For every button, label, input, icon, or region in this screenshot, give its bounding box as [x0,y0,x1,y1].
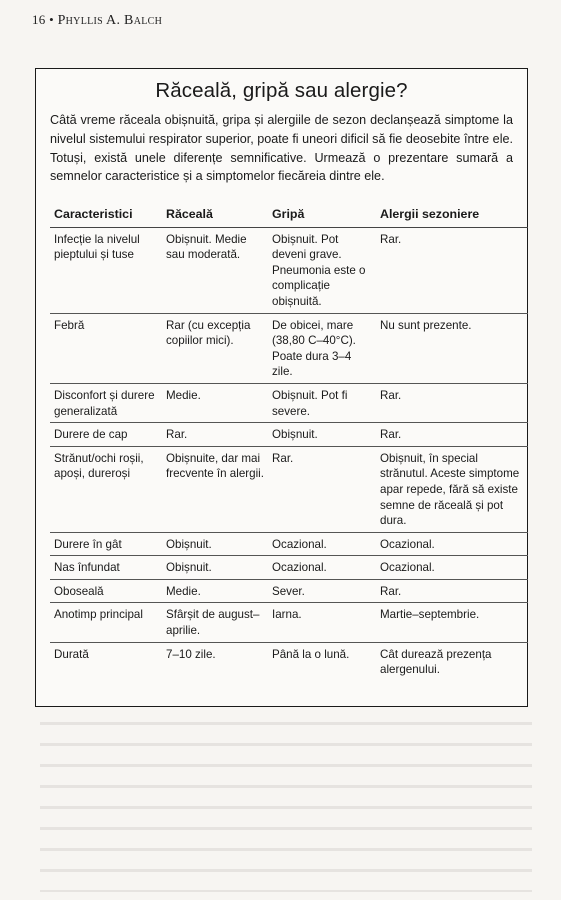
table-cell: Medie. [162,383,268,422]
table-cell: 7–10 zile. [166,647,216,661]
table-row [50,603,528,642]
column-header: Alergii sezoniere [376,201,528,227]
running-head [32,12,162,29]
table-row [50,642,528,681]
table-cell: Obișnuit. [162,556,268,580]
table-cell: Rar (cu excepția copiilor mici). [162,313,268,383]
table-cell: Medie. [162,579,268,603]
table-row [50,227,528,313]
table-cell: Rar. [376,227,528,313]
table-cell: De obicei, mare (38,80 C–40°C). Poate dura 3–4 zile. [268,313,376,383]
table-row [50,313,528,383]
table-cell: Obișnuit. Pot fi severe. [268,383,376,422]
author-name: Phyllis A. Balch [57,13,163,28]
table-row [50,446,528,532]
table-cell: Rar. [376,579,528,603]
table-cell: Obișnuit, în special strănutul. Aceste simptome apar repede, fără să existe semne de răceală și pot dura. [376,446,528,532]
sidebar-box [35,68,528,707]
table-cell: Martie–septembrie. [376,603,528,642]
table-cell: Infecție la nivelul pieptului și tuse [50,227,162,313]
table-cell: Rar. [376,423,528,447]
show-through-text [40,712,532,892]
table-cell: Obișnuit. Medie sau moderată. [162,227,268,313]
table-cell: Nu sunt prezente. [376,313,528,383]
table-cell: Nas înfundat [50,556,162,580]
box-intro: Câtă vreme răceala obișnuită, gripa și alergiile de sezon declanșează simptome la nivelul sistemului respirator superior, poate fi uneori dificil să fie deosebite între ele. Totuși, există unele diferențe semnificative. Urmează o prezentare sumară a semnelor caracteristice și a simptomelor fiecăreia dintre ele. [50,113,513,184]
table-cell: Ocazional. [376,532,528,556]
table-header-row [50,201,528,227]
bullet-separator: • [49,12,58,27]
table-cell: Obișnuit. [162,532,268,556]
column-header: Răceală [162,201,268,227]
table-row [50,556,528,580]
table-cell: Sfârșit de august–aprilie. [162,603,268,642]
column-header: Caracteristici [50,201,162,227]
table-cell: Până la o lună. [272,647,350,661]
table-cell: Durată [54,647,89,661]
table-cell: Cât durează prezența alergenului. [380,647,492,677]
table-cell: Ocazional. [376,556,528,580]
table-cell: Ocazional. [268,532,376,556]
table-row [50,383,528,422]
table-cell: Obișnuit. [268,423,376,447]
table-cell: Febră [50,313,162,383]
table-cell: Disconfort și durere generalizată [50,383,162,422]
table-cell: Obișnuit. Pot deveni grave. Pneumonia este o complicație obișnuită. [268,227,376,313]
table-cell: Obișnuite, dar mai frecvente în alergii. [162,446,268,532]
comparison-table [50,201,528,681]
table-cell: Durere de cap [50,423,162,447]
table-cell: Sever. [268,579,376,603]
table-cell: Rar. [268,446,376,532]
table-cell: Strănut/ochi roșii, apoși, dureroși [50,446,162,532]
table-row [50,423,528,447]
table-cell: Rar. [162,423,268,447]
table-cell: Rar. [376,383,528,422]
box-title: Răceală, gripă sau alergie? [155,79,408,102]
table-cell: Oboseală [50,579,162,603]
table-cell: Ocazional. [268,556,376,580]
table-row [50,579,528,603]
page-number: 16 [32,12,46,27]
column-header: Gripă [268,201,376,227]
table-row [50,532,528,556]
table-cell: Iarna. [268,603,376,642]
table-cell: Durere în gât [50,532,162,556]
table-cell: Anotimp principal [50,603,162,642]
